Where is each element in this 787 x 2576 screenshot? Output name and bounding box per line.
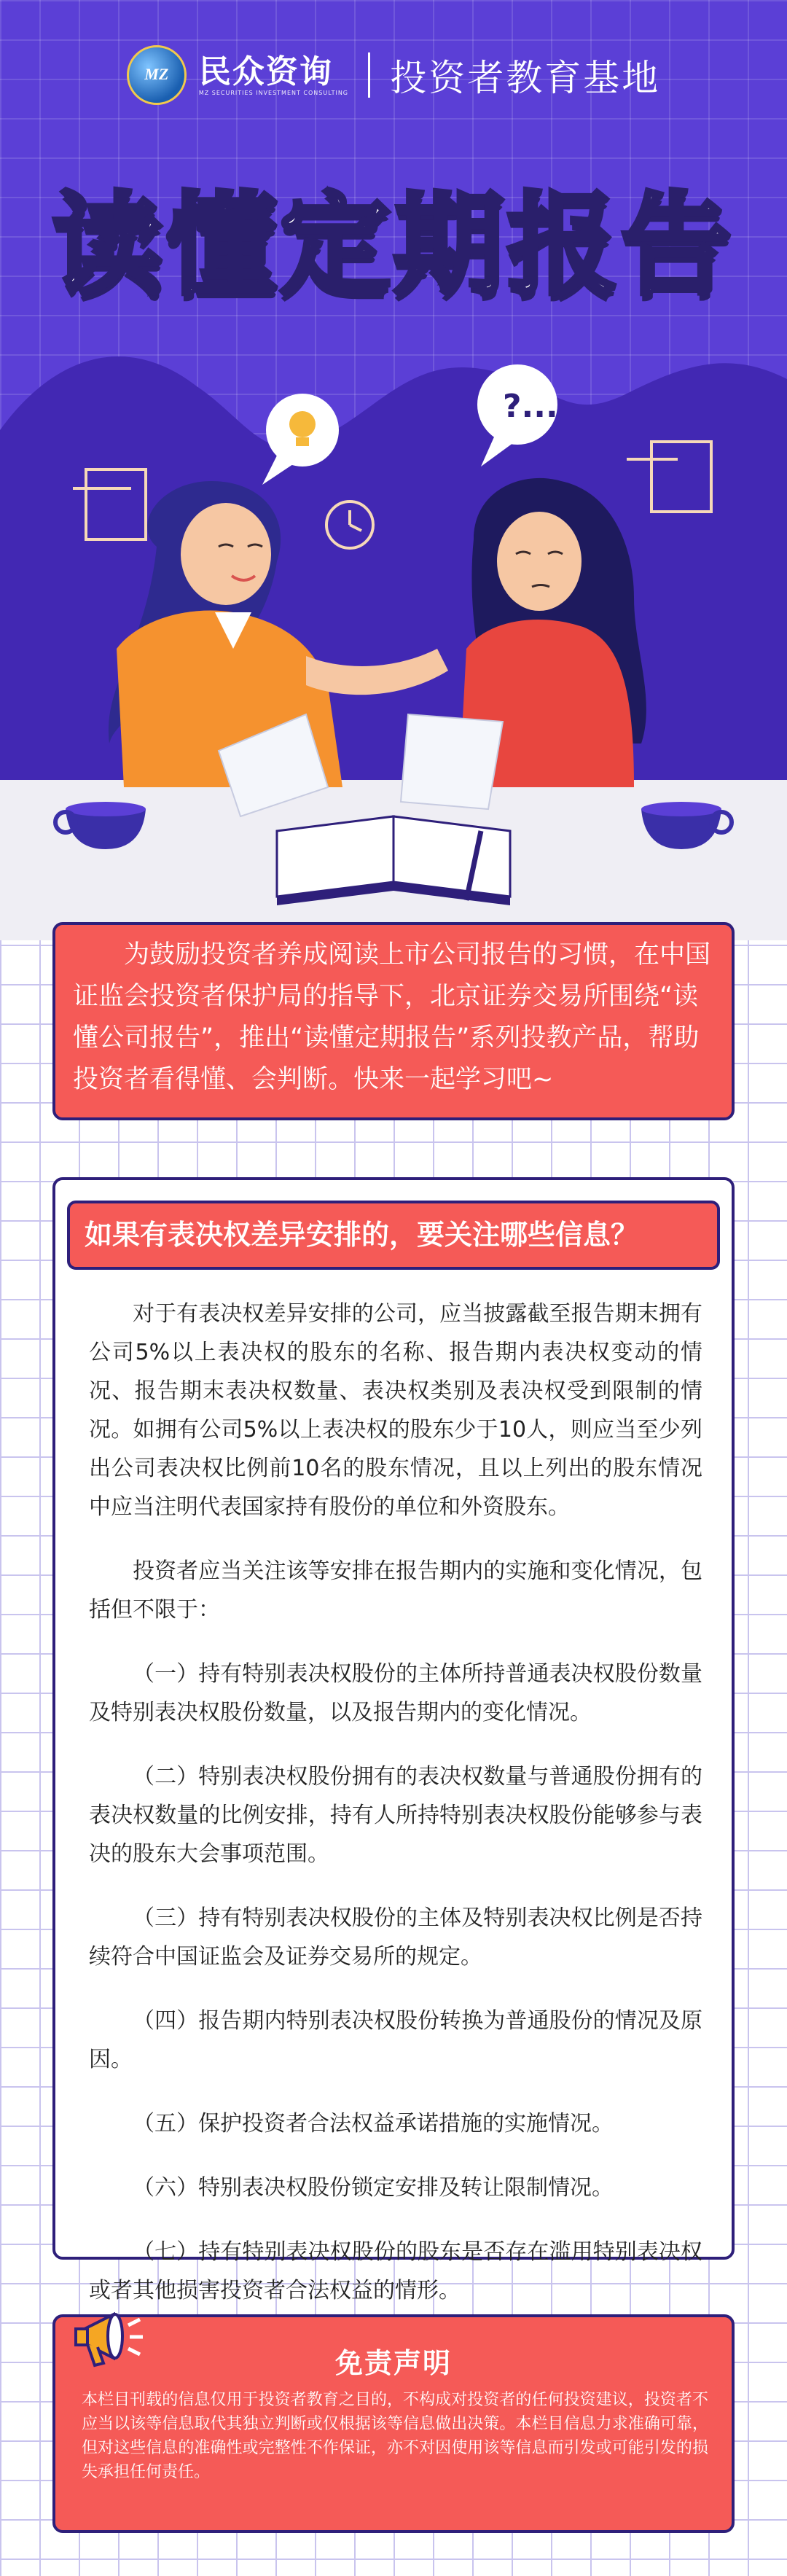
- brand-tagline: 投资者教育基地: [390, 57, 661, 99]
- body-paragraph: （三）持有特别表决权股份的主体及特别表决权比例是否持续符合中国证监会及证券交易所的规定。: [89, 1905, 702, 1970]
- body-paragraph: （一）持有特别表决权股份的主体所持普通表决权股份数量及特别表决权股份数量，以及报告期内的变化情况。: [89, 1661, 702, 1725]
- brand-name-block: [198, 52, 349, 96]
- disclaimer-text: 本栏目刊载的信息仅用于投资者教育之目的，不构成对投资者的任何投资建议，投资者不应当以该等信息取代其独立判断或仅根据该等信息做出决策。本栏目信息力求准确可靠，但对这些信息的准确性或完整性不作保证，亦不对因使用该等信息而引发或可能引发的损失承担任何责任。: [82, 2391, 708, 2481]
- section-question: 如果有表决权差异安排的，要关注哪些信息？: [67, 1201, 720, 1270]
- body-paragraph: （七）持有特别表决权股份的股东是否存在滥用特别表决权或者其他损害投资者合法权益的情形。: [89, 2239, 702, 2303]
- brand-header: [0, 45, 787, 105]
- body-paragraph: 对于有表决权差异安排的公司，应当披露截至报告期末拥有公司5%以上表决权的股东的名称、报告期内表决权变动的情况、报告期末表决权数量、表决权类别及表决权受到限制的情况。如拥有公司5%以上表决权的股东少于10人，则应当至少列出公司表决权比例前10名的股东情况，且以上列出的股东情况中应当注明代表国家持有股份的单位和外资股东。: [89, 1301, 702, 1520]
- megaphone-icon: [70, 2296, 150, 2376]
- body-paragraph: （六）特别表决权股份锁定安排及转让限制情况。: [133, 2175, 614, 2201]
- section-body: [89, 1295, 702, 2335]
- disclaimer-title: 免责声明: [334, 2347, 452, 2379]
- hero-banner: [0, 0, 787, 940]
- page-title: 读懂定期报告: [52, 181, 735, 310]
- reading-illustration: [0, 306, 787, 940]
- brand-name-en: MZ SECURITIES INVESTMENT CONSULTING: [198, 89, 349, 96]
- brand-logo: MZ: [127, 45, 187, 105]
- intro-box: 为鼓励投资者养成阅读上市公司报告的习惯，在中国证监会投资者保护局的指导下，北京证券交易所围绕“读懂公司报告”，推出“读懂定期报告”系列投教产品，帮助投资者看得懂、会判断。快来一起学习吧~: [52, 922, 735, 1120]
- svg-text:?...: ?...: [503, 388, 558, 425]
- body-paragraph: （二）特别表决权股份拥有的表决权数量与普通股份拥有的表决权数量的比例安排，持有人所持特别表决权股份能够参与表决的股东大会事项范围。: [89, 1764, 702, 1867]
- brand-divider: [368, 52, 370, 98]
- content-card: [52, 1177, 735, 2303]
- body-paragraph: （五）保护投资者合法权益承诺措施的实施情况。: [133, 2111, 614, 2136]
- body-paragraph: （四）报告期内特别表决权股份转换为普通股份的情况及原因。: [89, 2008, 702, 2072]
- brand-name: 民众资询: [198, 52, 333, 90]
- body-paragraph: 投资者应当关注该等安排在报告期内的实施和变化情况，包括但不限于：: [89, 1558, 702, 1623]
- disclaimer-box: [52, 2314, 735, 2533]
